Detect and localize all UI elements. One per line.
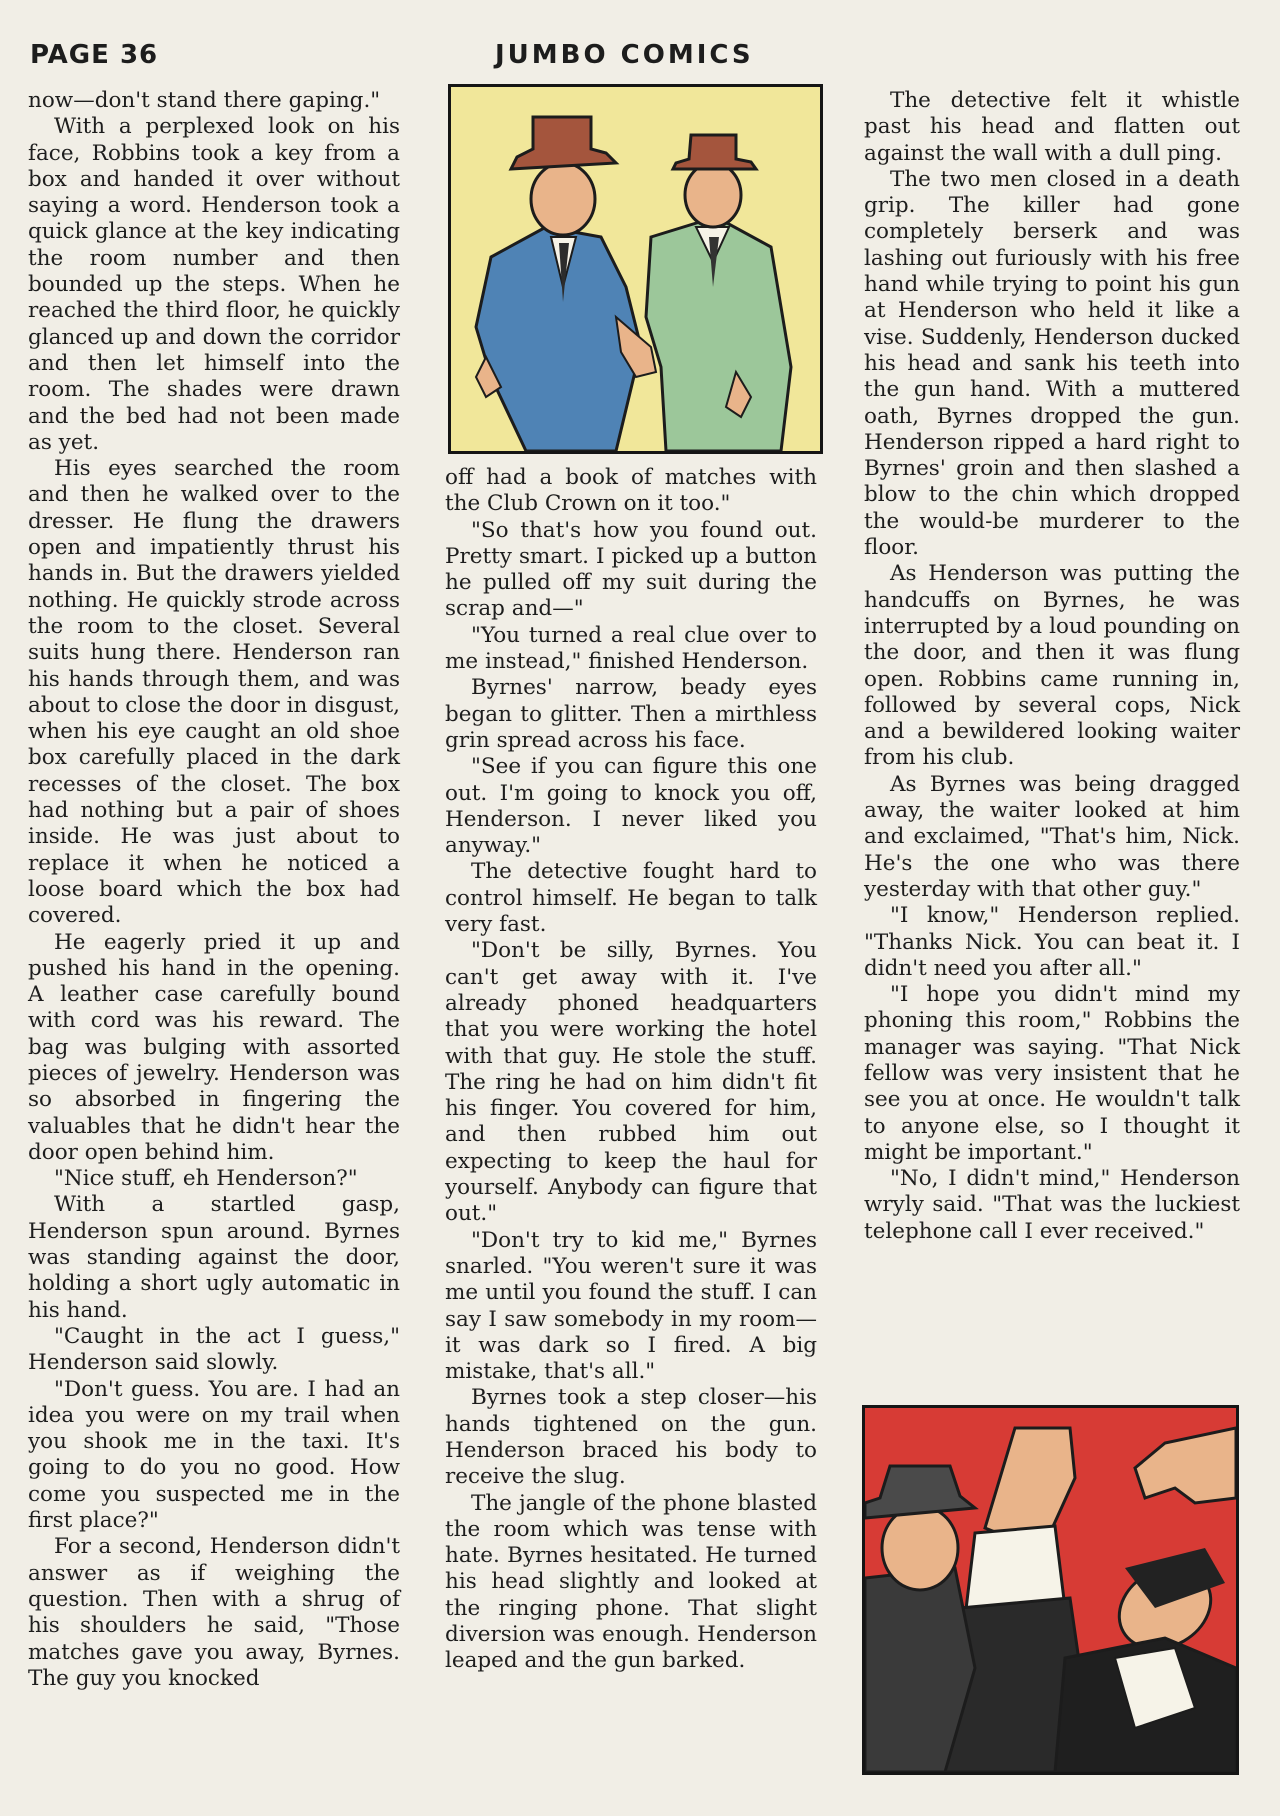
fistfight-illustration bbox=[862, 1405, 1239, 1775]
text-column-right bbox=[864, 88, 1240, 1245]
page-header bbox=[0, 38, 1280, 78]
paragraph: "Nice stuff, eh Henderson?" bbox=[54, 1166, 358, 1192]
paragraph: "Don't try to kid me," Byrnes snarled. "You weren't sure it was me until you found the stuff. I can say I saw somebody in my room—it was dark so I fired. A big mistake, that's all." bbox=[445, 1227, 817, 1385]
paragraph: "So that's how you found out. Pretty smart. I picked up a button he pulled off my suit during the scrap and—" bbox=[445, 517, 817, 622]
page-number: PAGE 36 bbox=[30, 40, 159, 70]
paragraph: The detective fought hard to control himself. He began to talk very fast. bbox=[445, 859, 817, 938]
paragraph: "Caught in the act I guess," Henderson said slowly. bbox=[28, 1323, 400, 1376]
paragraph: With a perplexed look on his face, Robbins took a key from a box and handed it over without saying a word. Henderson took a quick glance at the key indicating the room number and then bounded up the steps. When he reached the third floor, he quickly glanced up and down the corridor and then let himself into the room. The shades were drawn and the bed had not been made as yet. bbox=[28, 114, 400, 455]
panel1-art bbox=[451, 87, 820, 451]
paragraph: "I know," Henderson replied. "Thanks Nick. You can beat it. I didn't need you after all." bbox=[864, 903, 1240, 981]
text-column-middle bbox=[445, 465, 817, 1675]
paragraph: now—don't stand there gaping." bbox=[28, 88, 381, 113]
two-detectives-walking-illustration bbox=[448, 84, 823, 454]
paragraph: Byrnes' narrow, beady eyes began to glitter. Then a mirthless grin spread across his face. bbox=[445, 675, 817, 753]
paragraph: "Don't be silly, Byrnes. You can't get away with it. I've already phoned headquarters that you were working the hotel with that guy. He stole the stuff. The ring he had on him didn't fit his finger. You covered for him, and then rubbed him out expecting to keep the haul for yourself. Anybody can figure that out." bbox=[445, 938, 817, 1227]
paragraph: "I hope you didn't mind my phoning this room," Robbins the manager was saying. "That Nick fellow was very insistent that he see you at once. He wouldn't talk to anyone else, so I thought it might be important." bbox=[864, 982, 1240, 1165]
paragraph: "See if you can figure this one out. I'm going to knock you off, Henderson. I never liked you anyway." bbox=[445, 754, 817, 859]
paragraph: With a startled gasp, Henderson spun around. Byrnes was standing against the door, holding a short ugly automatic in his hand. bbox=[28, 1192, 400, 1323]
panel2-art bbox=[865, 1408, 1236, 1772]
paragraph: The detective felt it whistle past his head and flatten out against the wall with a dull ping. bbox=[864, 88, 1240, 166]
paragraph: His eyes searched the room and then he walked over to the dresser. He flung the drawers open and impatiently thrust his hands in. But the drawers yielded nothing. He quickly strode across the room to the closet. Several suits hung there. Henderson ran his hands through them, and was about to close the door in disgust, when his eye caught an old shoe box carefully placed in the dark recesses of the closet. The box had nothing but a pair of shoes inside. He was just about to replace it when he noticed a loose board which the box had covered. bbox=[28, 456, 400, 929]
paragraph: The jangle of the phone blasted the room which was tense with hate. Byrnes hesitated. He turned his head slightly and looked at the ringing phone. That slight diversion was enough. Henderson leaped and the gun barked. bbox=[445, 1490, 817, 1674]
paragraph: "No, I didn't mind," Henderson wryly said. "That was the luckiest telephone call I ever received." bbox=[864, 1166, 1240, 1244]
paragraph: Byrnes took a step closer—his hands tightened on the gun. Henderson braced his body to receive the slug. bbox=[445, 1385, 817, 1490]
paragraph: As Byrnes was being dragged away, the waiter looked at him and exclaimed, "That's him, Nick. He's the one who was there yesterday with that other guy." bbox=[864, 771, 1240, 902]
paragraph: He eagerly pried it up and pushed his hand in the opening. A leather case carefully bound with cord was his reward. The bag was bulging with assorted pieces of jewelry. Henderson was so absorbed in fingering the valuables that he didn't hear the door open behind him. bbox=[28, 929, 400, 1165]
paragraph: As Henderson was putting the handcuffs on Byrnes, he was interrupted by a loud pounding on the door, and then it was flung open. Robbins came running in, followed by several cops, Nick and a bewildered looking waiter from his club. bbox=[864, 561, 1240, 771]
paragraph: "You turned a real clue over to me instead," finished Henderson. bbox=[445, 622, 817, 675]
paragraph: off had a book of matches with the Club Crown on it too." bbox=[445, 465, 817, 517]
paragraph: For a second, Henderson didn't answer as if weighing the question. Then with a shrug of his shoulders he said, "Those matches gave you away, Byrnes. The guy you knocked bbox=[28, 1534, 400, 1691]
text-column-left bbox=[28, 88, 400, 1692]
magazine-title: JUMBO COMICS bbox=[495, 40, 754, 70]
paragraph: "Don't guess. You are. I had an idea you were on my trail when you shook me in the taxi. It's going to do you no good. How come you suspected me in the first place?" bbox=[28, 1376, 400, 1534]
paragraph: The two men closed in a death grip. The killer had gone completely berserk and was lashing out furiously with his free hand while trying to point his gun at Henderson who held it like a vise. Suddenly, Henderson ducked his head and sank his teeth into the gun hand. With a muttered oath, Byrnes dropped the gun. Henderson ripped a hard right to Byrnes' groin and then slashed a blow to the chin which dropped the would-be murderer to the floor. bbox=[864, 166, 1240, 561]
